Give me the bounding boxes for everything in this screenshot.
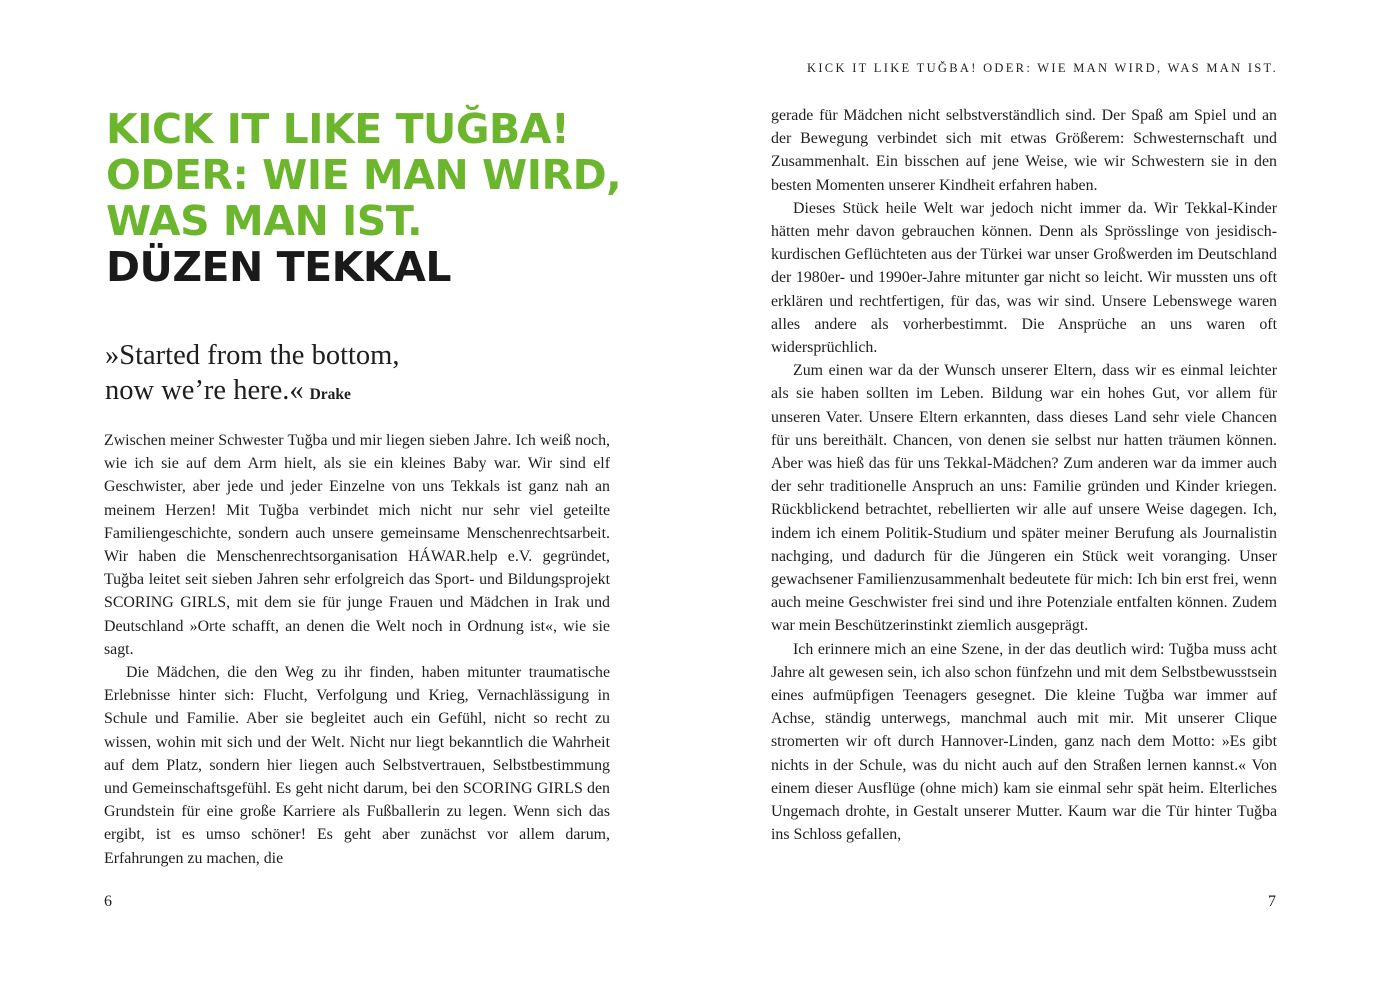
title-line-1: KICK IT LIKE TUĞBA! <box>106 105 570 153</box>
epigraph-line-2 <box>105 373 399 412</box>
page-number-left: 6 <box>104 893 112 910</box>
left-page <box>0 0 690 1000</box>
paragraph: Zum einen war da der Wunsch unserer Eltern, dass wir es einmal leichter als sie haben sollten im Leben. Bildung war ein hohes Gut, vor allem für unseren Vater. Unsere Eltern erkannten, dass dieses Land sehr viele Chancen für uns bereithält. Chancen, von denen sie selbst nur hatten träumen können. Aber was hieß das für uns Tekkal-Mädchen? Zum anderen war da immer auch der sehr traditionelle Anspruch an uns: Familie gründen und Kinder kriegen. Rückblickend betrachtet, rebellierten wir alle auf unsere Weise dagegen. Ich, indem ich einem Politik-Studium und später meiner Berufung als Journalistin nachging, und dadurch für die Jüngeren ein Stück weit voranging. Unser gewachsener Familienzusammenhalt bedeutete für mich: Ich bin erst frei, wenn auch meine Geschwister frei sind und ihre Potenziale entfalten können. Zudem war mein Beschützerinstinkt ziemlich ausgeprägt. <box>771 362 1277 635</box>
author-name: DÜZEN TEKKAL <box>106 243 452 291</box>
epigraph-line-1: »Started from the bottom, <box>105 340 400 371</box>
right-page <box>690 0 1381 1000</box>
paragraph: Dieses Stück heile Welt war jedoch nicht immer da. Wir Tekkal-Kinder hätten mehr davon gebrauchen können. Denn als Sprösslinge von jesidisch-kurdischen Geflüchteten aus der Türkei war unser Großwerden im Deutschland der 1980er- und 1990er-Jahre mitunter gar nicht so leicht. Wir mussten uns oft erklären und rechtfertigen, für das, was wir sind. Unsere Lebenswege waren alles andere als vorherbestimmt. Die Ansprüche an uns waren oft widersprüchlich. <box>771 199 1277 357</box>
page-number-right: 7 <box>1268 893 1276 910</box>
epigraph-quote-end: now we’re here.« <box>105 375 304 406</box>
title-line-3: WAS MAN IST. <box>106 197 423 245</box>
paragraph: Zwischen meiner Schwester Tuğba und mir liegen sieben Jahre. Ich weiß noch, wie ich sie auf dem Arm hielt, als sie ein kleines Baby war. Wir sind elf Geschwister, aber jede und jeder Einzelne von uns Tekkals ist ganz nah an meinem Herzen! Mit Tuğba verbindet mich nicht nur sehr viel geteilte Familiengeschichte, sondern auch unsere gemeinsame Menschenrechtsarbeit. Wir haben die Menschenrechtsorganisation HÁWAR.help e.V. gegründet, Tuğba leitet seit sieben Jahren sehr erfolgreich das Sport- und Bildungsprojekt SCORING GIRLS, mit dem sie für junge Frauen und Mädchen in Irak und Deutschland »Orte schafft, an denen die Welt noch in Ordnung ist«, wie sie sagt. <box>104 432 610 658</box>
right-body-text <box>771 104 1277 847</box>
epigraph <box>105 338 399 412</box>
chapter-title <box>106 106 621 290</box>
left-body-text <box>104 429 610 870</box>
paragraph: Die Mädchen, die den Weg zu ihr finden, haben mitunter traumatische Erlebnisse hinter sich: Flucht, Verfolgung und Krieg, Vernachlässigung in Schule und Familie. Aber sie begleitet auch ein Gefühl, nicht so recht zu wissen, wohin mit sich und der Welt. Nicht nur liegt bekanntlich die Wahrheit auf dem Platz, sondern hier liegen auch Selbstvertrauen, Selbstbestimmung und Gemeinschaftsgefühl. Es geht nicht darum, bei den SCORING GIRLS den Grundstein für eine große Karriere als Fußballerin zu legen. Wenn sich das ergibt, ist es umso schöner! Es geht aber zunächst vor allem darum, Erfahrungen zu machen, die <box>104 664 610 867</box>
epigraph-source: Drake <box>309 386 351 403</box>
title-line-2: ODER: WIE MAN WIRD, <box>106 151 622 199</box>
paragraph: gerade für Mädchen nicht selbstverständlich sind. Der Spaß am Spiel und an der Bewegung verbindet sich mit etwas Größerem: Schwesternschaft und Zusammenhalt. Ein bisschen auf jene Weise, wie wir Schwestern sie in den besten Momenten unserer Kindheit erfahren haben. <box>771 107 1277 194</box>
paragraph: Ich erinnere mich an eine Szene, in der das deutlich wird: Tuğba muss acht Jahre alt gewesen sein, ich also schon fünfzehn und mit dem Selbstbewusstsein eines aufmüpfigen Teenagers gesegnet. Die kleine Tuğba war immer auf Achse, ständig unterwegs, manchmal auch mit mir. Mit unserer Clique stromerten wir oft durch Hannover-Linden, ganz nach dem Motto: »Es gibt nichts in der Schule, was du nicht auch auf den Straßen lernen kannst.« Von einem dieser Ausflüge (ohne mich) kam sie einmal sehr spät heim. Elterliches Ungemach drohte, in Gestalt unserer Mutter. Kaum war die Tür hinter Tuğba ins Schloss gefallen, <box>771 640 1277 844</box>
running-header: KICK IT LIKE TUĞBA! ODER: WIE MAN WIRD, WAS MAN IST. <box>807 61 1278 75</box>
